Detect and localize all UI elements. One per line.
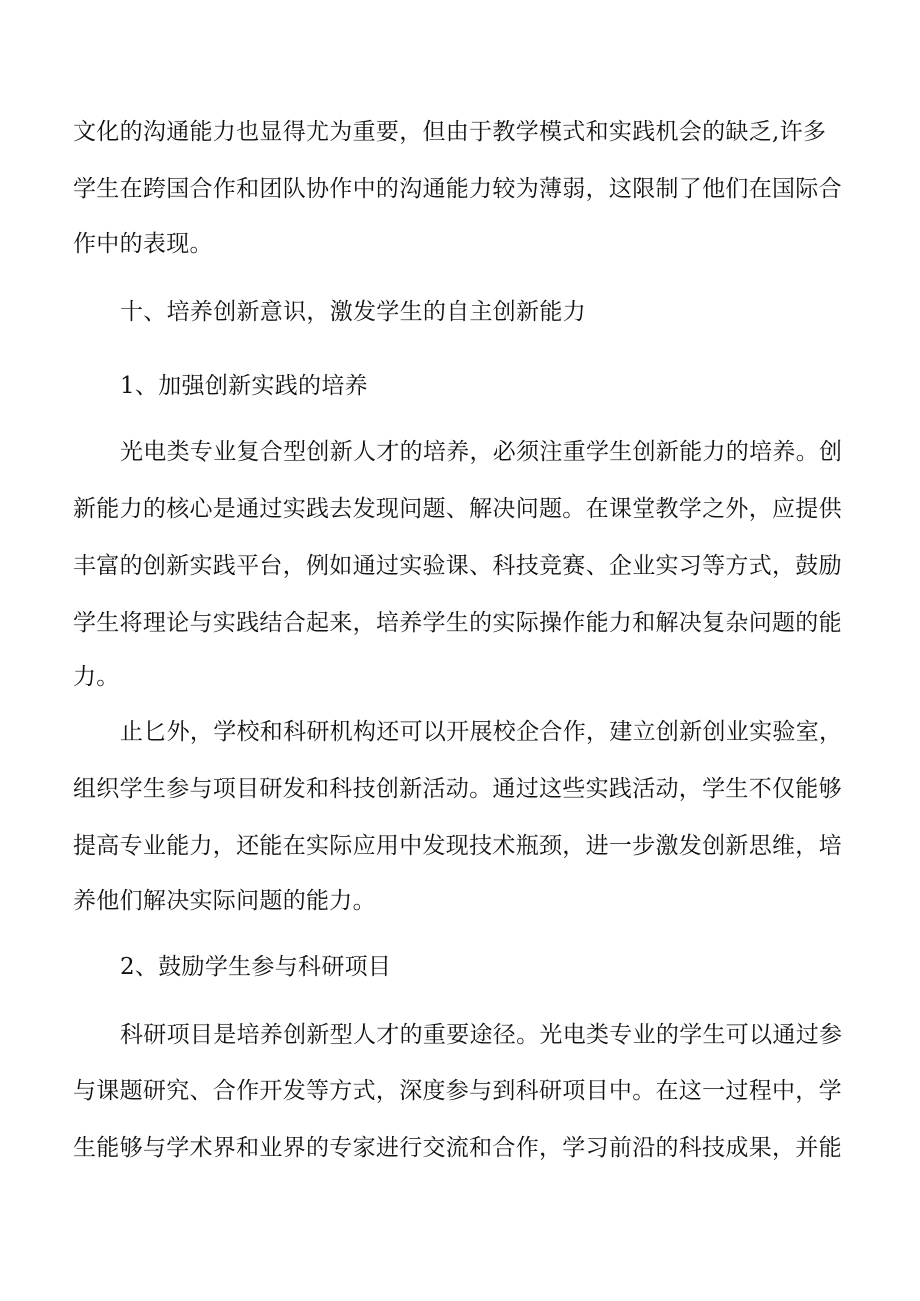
paragraph-2-line-3: 提高专业能力，还能在实际应用中发现技术瓶颈，进一步激发创新思维，培 — [73, 833, 842, 859]
section-heading: 十、培养创新意识，激发学生的自主创新能力 — [120, 299, 586, 325]
paragraph-1-line-4: 学生将理论与实践结合起来，培养学生的实际操作能力和解决复杂问题的能 — [73, 610, 842, 636]
paragraph-3-line-2: 与课题研究、合作开发等方式，深度参与到科研项目中。在这一过程中，学 — [73, 1078, 842, 1104]
paragraph-2-line-1: 止匕外，学校和科研机构还可以开展校企合作，建立创新创业实验室， — [120, 719, 843, 745]
paragraph-2-line-4: 养他们解决实际问题的能力。 — [73, 888, 376, 914]
paragraph-1-line-1: 光电类专业复合型创新人才的培养，必须注重学生创新能力的培养。创 — [120, 439, 843, 465]
intro-line-2: 学生在跨国合作和团队协作中的沟通能力较为薄弱，这限制了他们在国际合 — [73, 176, 842, 202]
sub-heading-1: 1、加强创新实践的培养 — [120, 373, 368, 399]
paragraph-2-line-2: 组织学生参与项目研发和科技创新活动。通过这些实践活动，学生不仅能够 — [73, 776, 842, 802]
paragraph-3-line-1: 科研项目是培养创新型人才的重要途径。光电类专业的学生可以通过参 — [120, 1022, 843, 1048]
paragraph-1-line-3: 丰富的创新实践平台，例如通过实验课、科技竞赛、企业实习等方式，鼓励 — [73, 553, 842, 579]
intro-line-1: 文化的沟通能力也显得尤为重要，但由于教学模式和实践机会的缺乏,许多 — [73, 119, 827, 145]
sub-heading-2: 2、鼓励学生参与科研项目 — [120, 954, 392, 980]
intro-line-3: 作中的表现。 — [73, 231, 213, 257]
paragraph-1-line-5: 力。 — [73, 664, 120, 690]
paragraph-3-line-3: 生能够与学术界和业界的专家进行交流和合作，学习前沿的科技成果，并能 — [73, 1135, 842, 1161]
paragraph-1-line-2: 新能力的核心是通过实践去发现问题、解决问题。在课堂教学之外，应提供 — [73, 496, 842, 522]
